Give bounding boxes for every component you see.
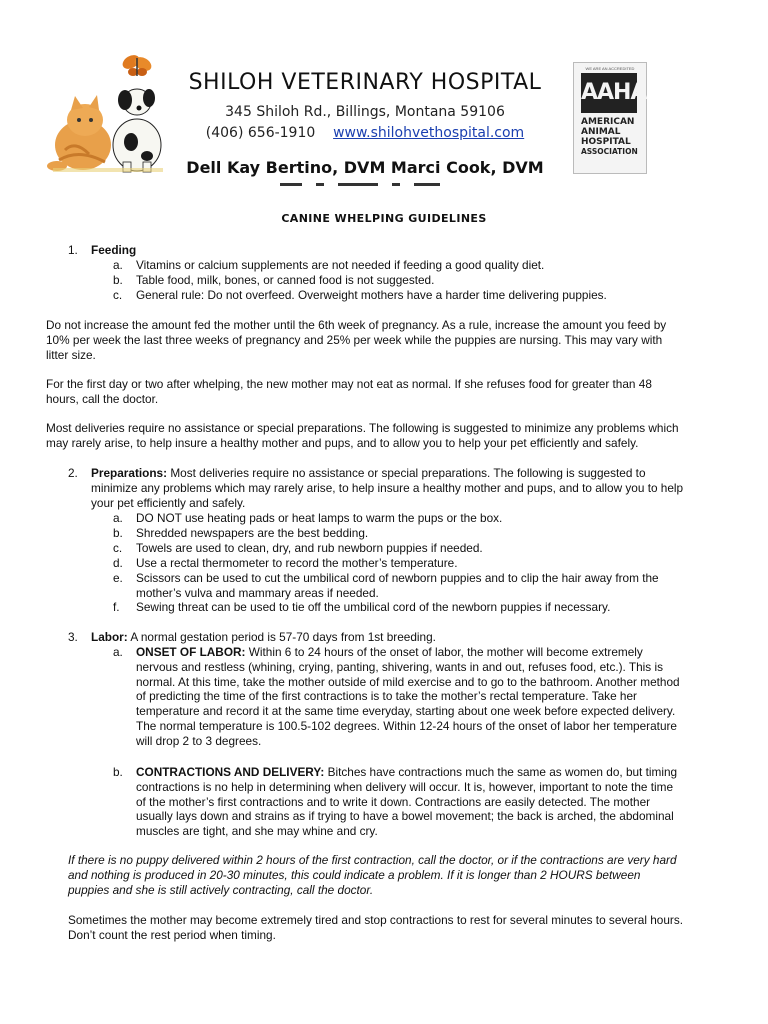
prep-item-e: Scissors can be used to cut the umbilical cord of newborn puppies and to clip the hair away from the mother’s vulva and mammary areas if needed.: [136, 571, 659, 600]
preparations-heading: Preparations:: [91, 466, 168, 480]
labor-onset-text: ONSET OF LABOR: Within 6 to 24 hours of the onset of labor, the mother will become extremely nervous and restless (whining, crying, panting, shivering, wants in and out, refuses food, etc.). This is normal. At this time, take the mother outside of mild exercise and to go to the bathroom. Another method of predicting the time of the first contractions is to take the mother’s rectal temperature. Take her temperature and record it at the same time everyday, starting about one week before expected delivery. The normal temperature is 100.5-102 degrees. Within 12-24 hours of the onset of labor her temperature will drop 2 to 3 degrees.: [136, 645, 680, 748]
feeding-letter-a: a.: [113, 258, 123, 272]
labor-contractions-text: CONTRACTIONS AND DELIVERY: Bitches have contractions much the same as women do, but timing contractions is no help in determining when delivery will occur. It is, however, important to note the time of the mother’s first contractions and to write it down. Contractions are easily detected. The mother usually lays down and strains as if trying to have a bowel movement; the back is arched, the abdominal muscles are tight, and she may whine and cry.: [136, 765, 678, 839]
paragraph-deliveries: Most deliveries require no assistance or special preparations. The following is suggested to minimize any problems which may rarely arise, to help insure a healthy mother and pups, and to allow you to help your pet efficiently and safely.: [46, 421, 679, 450]
prep-item-a: DO NOT use heating pads or heat lamps to warm the pups or the box.: [136, 511, 503, 525]
preparations-intro: Preparations: Most deliveries require no assistance or special preparations. The following is suggested to minimize any problems which may rarely arise, to help insure a healthy mother and pups, and to allow you to help your pet efficiently and safely.: [91, 466, 684, 510]
feeding-heading: Feeding: [91, 243, 137, 257]
labor-heading: Labor:: [91, 630, 128, 644]
feeding-item-b: Table food, milk, bones, or canned food is not suggested.: [136, 273, 435, 287]
labor-warning-italic: If there is no puppy delivered within 2 hours of the first contraction, call the doctor, or if the contractions are very hard and nothing is produced in 20-30 minutes, this could indicate a problem. If it is longer than 2 HOURS between puppies and she is still actively contracting, call the doctor.: [68, 853, 677, 897]
feeding-item-a: Vitamins or calcium supplements are not needed if feeding a good quality diet.: [136, 258, 545, 272]
aaha-accredited-text: WE ARE AN ACCREDITED: [585, 66, 635, 71]
labor-letter-a: a.: [113, 645, 123, 659]
aaha-letters: AAHA: [581, 73, 637, 113]
preparations-number: 2.: [68, 466, 78, 480]
labor-contractions-heading: CONTRACTIONS AND DELIVERY:: [136, 765, 325, 779]
prep-item-c: Towels are used to clean, dry, and rub newborn puppies if needed.: [136, 541, 483, 555]
prep-letter-c: c.: [113, 541, 123, 555]
labor-letter-b: b.: [113, 765, 123, 779]
website-link[interactable]: www.shilohvethospital.com: [333, 125, 525, 141]
prep-letter-b: b.: [113, 526, 123, 540]
cropped-text-line: [280, 183, 460, 191]
labor-closing-paragraph: Sometimes the mother may become extremely tired and stop contractions to rest for several minutes to several hours. Don’t count the rest period when timing.: [68, 913, 684, 942]
labor-number: 3.: [68, 630, 78, 644]
prep-letter-d: d.: [113, 556, 123, 570]
aaha-logo: [573, 62, 647, 174]
hospital-address: 345 Shiloh Rd., Billings, Montana 59106: [225, 104, 505, 120]
feeding-letter-b: b.: [113, 273, 123, 287]
prep-letter-e: e.: [113, 571, 123, 585]
paragraph-after-whelping: For the first day or two after whelping, the new mother may not eat as normal. If she refuses food for greater than 48 hours, call the doctor.: [46, 377, 652, 406]
doctor-names: Dell Kay Bertino, DVM Marci Cook, DVM: [186, 158, 544, 177]
paragraph-feeding-amount: Do not increase the amount fed the mother until the 6th week of pregnancy. As a rule, increase the amount you feed by 10% per week the last three weeks of pregnancy and 25% per week while the puppies are nursing. This may vary with litter size.: [46, 318, 667, 362]
feeding-letter-c: c.: [113, 288, 123, 302]
hospital-phone: (406) 656-1910: [205, 125, 316, 141]
prep-item-b: Shredded newspapers are the best bedding.: [136, 526, 369, 540]
prep-letter-f: f.: [113, 600, 120, 614]
document-title: CANINE WHELPING GUIDELINES: [281, 212, 487, 225]
feeding-number: 1.: [68, 243, 78, 257]
feeding-item-c: General rule: Do not overfeed. Overweight mothers have a harder time delivering puppies.: [136, 288, 607, 302]
prep-item-f: Sewing threat can be used to tie off the umbilical cord of the newborn puppies if necessary.: [136, 600, 611, 614]
labor-onset-heading: ONSET OF LABOR:: [136, 645, 246, 659]
labor-intro: Labor: A normal gestation period is 57-70 days from 1st breeding.: [91, 630, 436, 644]
prep-letter-a: a.: [113, 511, 123, 525]
hospital-name: SHILOH VETERINARY HOSPITAL: [188, 70, 542, 95]
prep-item-d: Use a rectal thermometer to record the mother’s temperature.: [136, 556, 458, 570]
aaha-name: AMERICAN ANIMAL HOSPITAL ASSOCIATION: [581, 117, 638, 156]
